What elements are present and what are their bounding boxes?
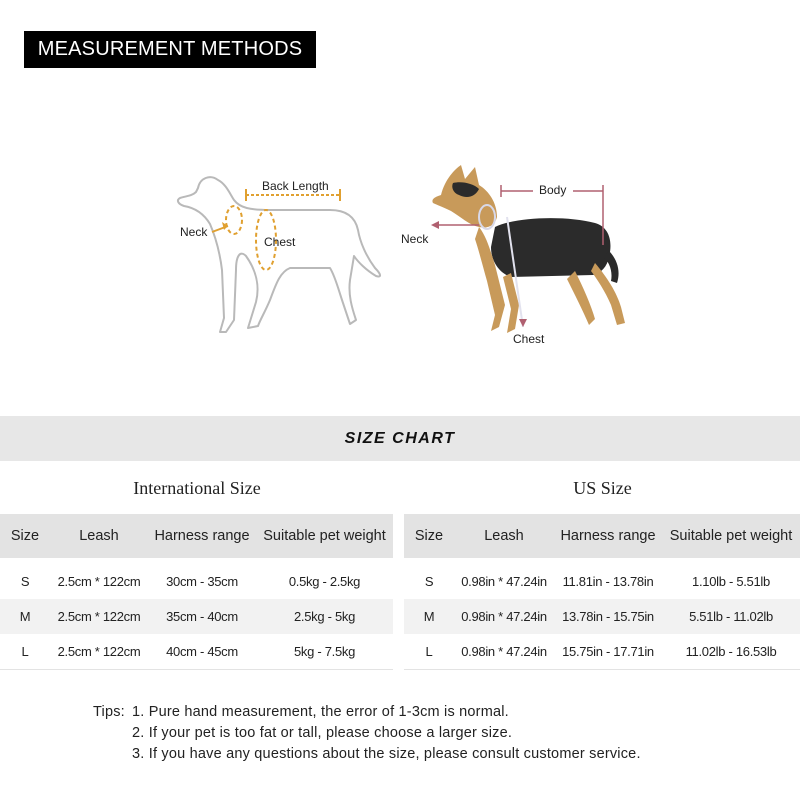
col-header-pet-weight: Suitable pet weight <box>256 514 393 558</box>
cell-size: M <box>404 599 454 634</box>
dog-outline-diagram <box>170 160 390 340</box>
dog-photo-diagram <box>395 155 640 350</box>
cell-size: S <box>424 574 434 589</box>
cell-leash: 0.98in * 47.24in <box>454 599 554 634</box>
table-row <box>0 599 393 634</box>
cell-harness-range: 13.78in - 15.75in <box>554 599 662 634</box>
cell-pet-weight: 11.02lb - 16.53lb <box>662 634 800 669</box>
dog-outline-svg <box>170 160 390 340</box>
col-header-leash: Leash <box>454 514 554 558</box>
table-header-row <box>404 514 800 558</box>
cell-size: S <box>20 574 30 589</box>
us-size-title: US Size <box>573 478 632 498</box>
dog-photo-shape <box>432 165 625 333</box>
international-size-table <box>0 514 393 670</box>
cell-pet-weight: 2.5kg - 5kg <box>256 599 393 634</box>
size-chart-band <box>0 416 800 461</box>
tip-text: 2. If your pet is too fat or tall, please choose a larger size. <box>132 725 513 741</box>
table-row <box>0 634 393 669</box>
dog-photo-svg <box>395 155 640 350</box>
cell-leash: 0.98in * 47.24in <box>461 574 547 589</box>
tips-label: Tips: <box>93 704 125 720</box>
chest-measure <box>256 210 296 270</box>
tip-text: 1. Pure hand measurement, the error of 1-3cm is normal. <box>132 704 509 720</box>
cell-leash: 0.98in * 47.24in <box>454 634 554 669</box>
table-header-row <box>0 514 393 558</box>
cell-leash: 2.5cm * 122cm <box>57 574 141 589</box>
us-size-table <box>404 514 800 670</box>
international-size-title: International Size <box>133 478 261 498</box>
cell-harness-range: 35cm - 40cm <box>148 599 256 634</box>
col-header-harness-range: Harness range <box>554 514 662 558</box>
cell-size: M <box>0 599 50 634</box>
neck-label: Neck <box>180 225 208 239</box>
tip-item <box>93 744 641 765</box>
cell-pet-weight: 5.51lb - 11.02lb <box>662 599 800 634</box>
col-header-pet-weight: Suitable pet weight <box>662 514 800 558</box>
table-row <box>404 634 800 669</box>
back-length-measure <box>246 179 340 201</box>
cell-leash: 2.5cm * 122cm <box>50 599 148 634</box>
dog-outline-shape <box>178 177 380 332</box>
body-label: Body <box>539 183 567 197</box>
col-header-leash: Leash <box>50 514 148 558</box>
back-length-label: Back Length <box>262 179 329 193</box>
tip-item <box>93 702 641 723</box>
col-header-harness-range: Harness range <box>148 514 256 558</box>
cell-pet-weight: 0.5kg - 2.5kg <box>288 574 361 589</box>
cell-pet-weight: 5kg - 7.5kg <box>256 634 393 669</box>
cell-size: L <box>404 634 454 669</box>
table-row <box>404 564 800 599</box>
size-chart-title: SIZE CHART <box>344 429 456 447</box>
table-row <box>404 599 800 634</box>
cell-harness-range: 40cm - 45cm <box>148 634 256 669</box>
tip-item <box>93 723 641 744</box>
tips-section <box>93 702 641 765</box>
cell-harness-range: 30cm - 35cm <box>166 574 238 589</box>
table-row <box>0 564 393 599</box>
cell-pet-weight: 1.10lb - 5.51lb <box>692 574 770 589</box>
neck-measure <box>180 206 242 239</box>
col-header-size: Size <box>404 514 454 558</box>
neck-label-photo: Neck <box>401 232 429 246</box>
chest-label: Chest <box>264 235 296 249</box>
col-header-size: Size <box>0 514 50 558</box>
cell-size: L <box>0 634 50 669</box>
cell-harness-range: 15.75in - 17.71in <box>554 634 662 669</box>
cell-leash: 2.5cm * 122cm <box>50 634 148 669</box>
tip-text: 3. If you have any questions about the size, please consult customer service. <box>132 746 641 762</box>
chest-label-photo: Chest <box>513 332 545 346</box>
cell-harness-range: 11.81in - 13.78in <box>562 574 654 589</box>
measurement-methods-header <box>24 31 316 68</box>
header-title: MEASUREMENT METHODS <box>37 38 303 60</box>
